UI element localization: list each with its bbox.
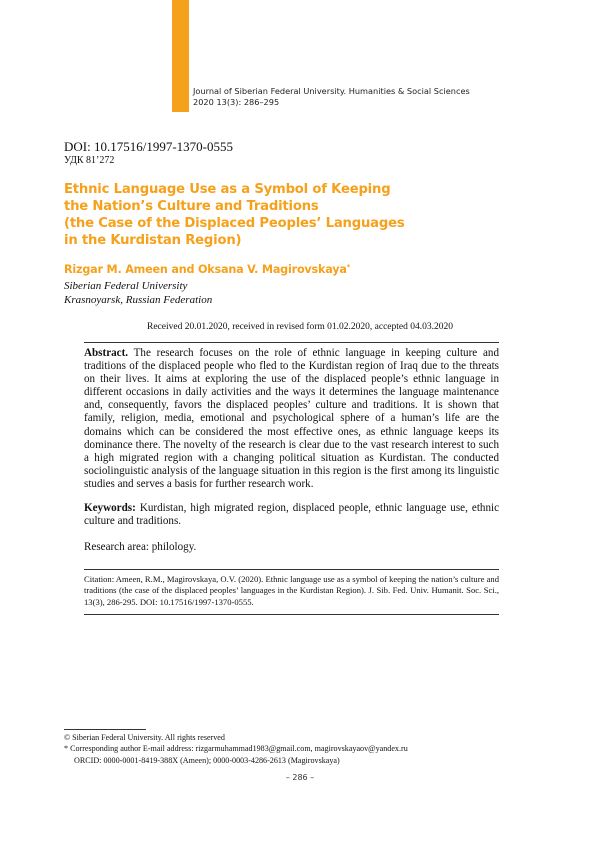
article-title xyxy=(64,181,424,249)
corresponding-author-note: * Corresponding author E-mail address: rizgarmuhammad1983@gmail.com, magirovskayaov@yandex.ru xyxy=(64,744,408,754)
abstract-top-rule xyxy=(84,342,499,343)
author-names: Rizgar M. Ameen and Oksana V. Magirovskaya xyxy=(64,263,347,276)
footnote-rule xyxy=(64,729,146,730)
authors xyxy=(64,263,350,276)
affiliation-university: Siberian Federal University xyxy=(64,280,188,292)
affiliation-city: Krasnoyarsk, Russian Federation xyxy=(64,294,213,306)
keywords-label: Keywords: xyxy=(84,502,136,514)
research-area: Research area: philology. xyxy=(84,541,197,553)
journal-header xyxy=(193,86,493,108)
title-line-1: Ethnic Language Use as a Symbol of Keeping xyxy=(64,182,391,197)
abstract-text: The research focuses on the role of ethnic language in keeping culture and traditions of the displaced people who fled to the Kurdistan region of Iraq due to the threats on their lives. It aims at exploring the use of the displaced people’s ethnic language in different occasions in daily activities and the ways it determines the language maintenance and, consequently, favors the displaced peoples’ culture and traditions. It is shown that family, religion, media, emotional and psychological sphere of a human’s life are the domains which can be considered the most effective ones, as ethnic language keeps its dominance there. The novelty of the research is clear due to the vast research interest to such a high migrated region with a changing political situation as Kurdistan. The conducted sociolinguistic analysis of the language situation in this region is the first among its linguistic studies and serves a basis for further research work. xyxy=(84,347,499,490)
journal-volume: 2020 13(3): 286–295 xyxy=(193,97,280,107)
abstract xyxy=(84,347,499,491)
citation-bottom-rule xyxy=(84,614,499,615)
title-line-2: the Nation’s Culture and Traditions xyxy=(64,199,319,214)
copyright-note: © Siberian Federal University. All rights reserved xyxy=(64,733,225,742)
footnotes xyxy=(64,732,504,766)
citation-top-rule xyxy=(84,569,499,570)
received-dates: Received 20.01.2020, received in revised form 01.02.2020, accepted 04.03.2020 xyxy=(146,322,454,332)
corresponding-mark: * xyxy=(346,263,351,271)
title-line-4: in the Kurdistan Region) xyxy=(64,233,242,248)
page-number: – 286 – xyxy=(285,773,315,782)
doi: DOI: 10.17516/1997-1370-0555 xyxy=(64,139,233,154)
title-line-3: (the Case of the Displaced Peoples’ Languages xyxy=(64,216,405,231)
citation: Citation: Ameen, R.M., Magirovskaya, O.V. (2020). Ethnic language use as a symbol of keeping the nation’s culture and traditions (the case of the displaced peoples’ languages in the Kurdistan Region). J. Sib. Fed. Univ. Humanit. Soc. Sci., 13(3), 286-295. DOI: 10.17516/1997-1370-0555. xyxy=(84,574,499,607)
udk: УДК 81’272 xyxy=(64,155,115,166)
orcid-note: ORCID: 0000-0001-8419-388X (Ameen); 0000-0003-4286-2613 (Magirovskaya) xyxy=(74,755,340,765)
abstract-label: Abstract. xyxy=(84,347,129,359)
keywords xyxy=(84,502,499,528)
keywords-text: Kurdistan, high migrated region, displaced people, ethnic language use, ethnic culture and traditions. xyxy=(84,502,499,528)
journal-accent-bar xyxy=(172,0,189,112)
journal-name: Journal of Siberian Federal University. Humanities & Social Sciences xyxy=(193,86,470,96)
